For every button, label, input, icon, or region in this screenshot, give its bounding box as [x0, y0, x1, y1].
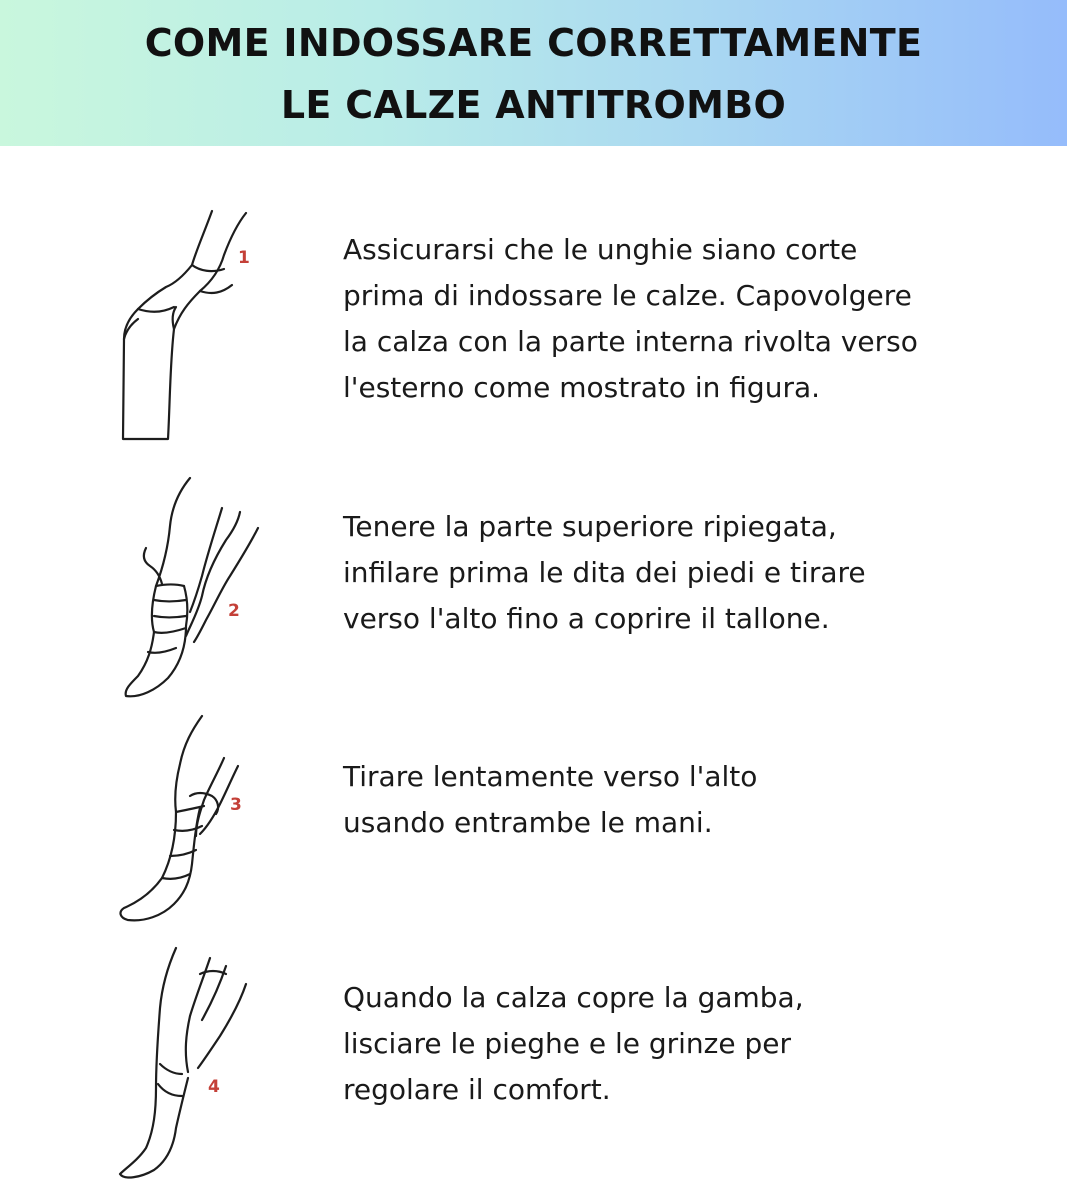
page-title-line-2: LE CALZE ANTITROMBO — [280, 83, 787, 127]
step-2-number: 2 — [228, 601, 240, 621]
page-title-line-1: COME INDOSSARE CORRETTAMENTE — [144, 21, 923, 65]
step-1-text: Assicurarsi che le unghie siano corte prima di indossare le calze. Capovolgere la calza con la parte interna rivolta verso l'esterno come mostrato in figura. — [343, 233, 918, 404]
stocking-inside-out-illustration — [100, 203, 270, 443]
step-1-number: 1 — [238, 248, 250, 268]
step-3-text: Tirare lentamente verso l'alto usando entrambe le mani. — [343, 760, 758, 839]
pulling-stocking-over-foot-illustration — [100, 476, 270, 701]
step-4-text: Quando la calza copre la gamba, lisciare le pieghe e le grinze per regolare il comfort. — [343, 981, 804, 1106]
step-2-text: Tenere la parte superiore ripiegata, infilare prima le dita dei piedi e tirare verso l'alto fino a coprire il tallone. — [343, 510, 866, 635]
step-4-number: 4 — [208, 1077, 220, 1097]
pulling-stocking-up-leg-illustration — [100, 714, 270, 924]
step-3-number: 3 — [230, 795, 242, 815]
title-banner — [0, 0, 1067, 146]
smoothing-stocking-illustration — [100, 944, 270, 1184]
